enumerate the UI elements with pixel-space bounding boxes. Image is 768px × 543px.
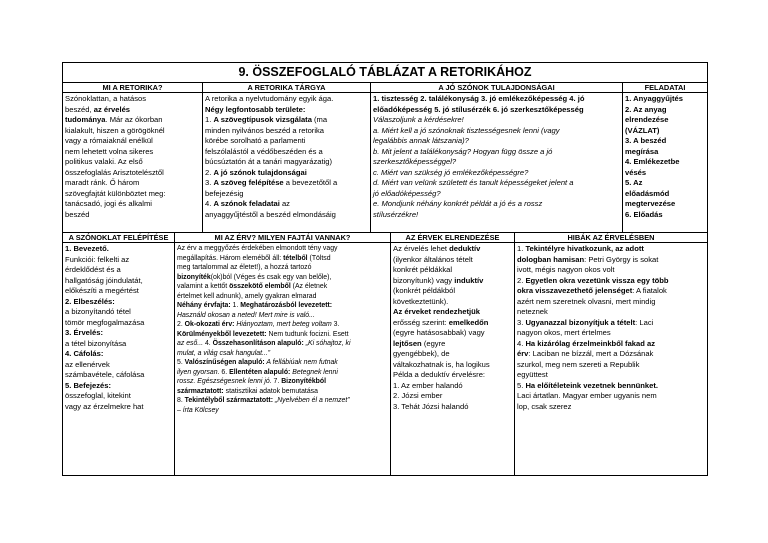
text-line (373, 199, 620, 210)
text-run: Hiányoztam, mert beteg voltam (234, 321, 332, 328)
text-line (65, 265, 172, 276)
text-run: emelkedőn (448, 317, 489, 327)
task-line: 5. Az (625, 178, 643, 187)
text-run: az ellenérvek (65, 359, 110, 369)
text-run: tanácsadó, jogi és alkalmi (65, 199, 152, 208)
header-argument-types: MI AZ ÉRV? MILYEN FAJTÁI VANNAK? (175, 233, 391, 243)
content-row-2 (63, 243, 707, 475)
text-run: d. Miért van velünk született és tanult képességeket jelent a (373, 178, 574, 187)
text-run: tömör megfogalmazása (65, 317, 145, 327)
task-line: elrendezése (625, 115, 669, 124)
text-run: a bizonyítandó tétel (65, 307, 131, 316)
text-line (205, 94, 368, 105)
header-row-1 (63, 83, 707, 93)
task-line: 4. Emlékezetbe (625, 157, 680, 166)
text-run: az érvelés (93, 104, 131, 114)
text-run: . Már az ókorban (105, 115, 163, 124)
text-line (65, 255, 172, 266)
text-line (393, 286, 512, 297)
text-line (65, 328, 172, 339)
text-run: e. Mondjunk néhány konkrét példát a jó és a rossz (373, 199, 543, 208)
text-line (177, 263, 388, 273)
text-line (393, 318, 512, 329)
text-run: a. Miért kell a jó szónoknak tisztességesnek lenni (vagy (373, 125, 560, 135)
text-line (65, 178, 200, 189)
text-run: váltakozhatnak is, ha logikus (393, 359, 490, 369)
text-line (65, 136, 200, 147)
task-line: előadásmód (625, 188, 670, 198)
text-line (517, 349, 705, 360)
text-line (517, 370, 705, 381)
text-run: meg tartalommal az életet!), a hozzá tartozó (177, 264, 312, 271)
text-line (65, 210, 200, 221)
text-run: Négy legfontosabb területe: (205, 104, 306, 114)
text-line (65, 189, 200, 200)
task-line: (VÁZLAT) (625, 125, 660, 135)
task-line: 3. A beszéd (625, 136, 667, 145)
text-run: Betegnek lenni (290, 368, 338, 376)
text-run: 1. Bevezető. (65, 244, 109, 253)
text-run: 4. Cáfolás: (65, 349, 104, 358)
task-line: megtervezése (625, 199, 676, 208)
header-row-2 (63, 233, 707, 243)
text-run: Válaszoljunk a kérdésekre! (373, 115, 464, 124)
text-run: Meghatározásból levezetett: (240, 302, 333, 309)
text-run: Tekintélyből származtatott: (184, 397, 273, 404)
text-run: gyengébbek), de (393, 349, 450, 358)
text-run: hallgatóság jóindulatát, (65, 275, 143, 285)
text-run: beszéd (65, 209, 90, 219)
text-run: deduktív (449, 244, 481, 253)
text-run: (Az életnek (290, 283, 328, 290)
text-line (373, 178, 620, 189)
text-run: 8. (177, 397, 185, 404)
text-run: Az érveket rendezhetjük (393, 307, 480, 316)
text-run: a tétel bizonyítása (65, 338, 127, 348)
text-line (393, 328, 512, 339)
text-line (177, 330, 388, 340)
text-run: érdeklődést és a (65, 265, 121, 274)
text-run: számbavétele, cáfolása (65, 370, 145, 379)
text-run: szövegfajtát különböztet meg: (65, 188, 166, 198)
text-run: A fellábiúak nem futnak (264, 359, 338, 366)
text-line (177, 349, 388, 359)
text-run: együttest (517, 370, 548, 379)
text-run: maradt ránk. Ő három (65, 178, 140, 187)
text-line (393, 244, 512, 255)
text-run: előkészíti a megértést (65, 286, 139, 295)
text-line (205, 157, 368, 168)
cell-good-speaker-qualities (371, 93, 623, 233)
text-run: 1. (230, 302, 241, 309)
text-run: „Ki sóhajtoz, ki (303, 340, 351, 347)
text-run: stílusérzékre! (373, 209, 419, 219)
text-line (393, 349, 512, 360)
text-run: vagy az érzelmekre hat (65, 401, 144, 411)
text-run: 4. (517, 338, 526, 348)
text-line (517, 276, 705, 287)
text-run: induktív (454, 275, 484, 285)
text-line (65, 157, 200, 168)
text-run: (ok)ból (Véges és csak egy van belőle), (210, 273, 332, 281)
text-line (517, 265, 705, 276)
text-line (65, 115, 200, 126)
text-run: tételből (283, 254, 308, 262)
text-line (517, 244, 705, 255)
text-run: statisztikai adatok bemutatása (223, 387, 318, 395)
text-run: 2. (177, 321, 185, 328)
text-run: érv (517, 349, 529, 358)
text-line (65, 318, 172, 329)
text-run: 3. (331, 321, 340, 328)
text-line (373, 147, 620, 158)
text-run: mulat, a világ csak hangulat...” (177, 349, 271, 357)
text-run: szurkol, meg nem szereti a Republik (517, 359, 640, 369)
task-line: vésés (625, 167, 647, 177)
text-run: b. Mit jelent a találékonyság? Hogyan függ össze a jó (373, 146, 553, 156)
text-line (177, 301, 388, 311)
text-run: Ha előítéleteink vezetnek bennünket. (525, 380, 658, 390)
text-line (177, 406, 388, 416)
text-line (517, 255, 705, 266)
text-run: 2. Józsi ember (393, 391, 443, 400)
text-run: az (279, 199, 290, 208)
text-line (65, 105, 200, 116)
text-line (65, 381, 172, 392)
text-line (65, 297, 172, 308)
cell-tasks (623, 93, 707, 233)
header-argument-errors: HIBÁK AZ ÉRVELÉSBEN (515, 233, 707, 243)
text-run: : Laciban ne bízzál, mert a Dózsának (528, 349, 654, 358)
text-run: nagyon okos, mert értelmes (517, 328, 611, 337)
text-line (177, 292, 388, 302)
text-line (373, 136, 620, 147)
text-run: (konkrét példákból (393, 286, 456, 295)
text-line (205, 168, 368, 179)
text-run: anyaggyűjtéstől a beszéd elmondásáig (205, 209, 336, 219)
text-run: (egyre (421, 338, 446, 348)
text-line (393, 265, 512, 276)
text-run: származtatott: (177, 387, 224, 395)
text-run: 2. (205, 167, 214, 177)
text-run: 4. (204, 340, 213, 347)
text-run: (ilyenkor általános tételt (393, 254, 473, 264)
text-run: 1. (517, 244, 526, 253)
text-line (65, 360, 172, 371)
text-run: Körülményekből levezetett: (177, 330, 267, 338)
text-run: Az érv a meggyőzés érdekében elmondott tény vagy (177, 245, 338, 252)
text-line (65, 370, 172, 381)
text-run: összekötő elemből (229, 283, 291, 290)
text-run: Ellentéten alapuló: (229, 368, 291, 376)
text-line (517, 297, 705, 308)
text-line (65, 199, 200, 210)
text-run: összefoglal, kitekint (65, 391, 131, 400)
cell-argument-order (391, 243, 515, 475)
text-line (393, 297, 512, 308)
text-run: – írta Kölcsey (177, 406, 219, 414)
text-line (517, 286, 705, 297)
text-run: 3. Érvelés: (65, 328, 103, 337)
text-line (517, 328, 705, 339)
text-line (393, 307, 512, 318)
text-line (205, 115, 368, 126)
text-line (177, 254, 388, 264)
text-run: Néhány érvfajta: (177, 302, 231, 309)
text-run: 5. (177, 359, 185, 366)
text-run: (Töltsd (307, 254, 331, 262)
text-run: 1. tisztesség 2. találékonyság 3. jó emlékezőképesség 4. jó (373, 94, 585, 103)
text-run: minden nyilvános beszéd a retorika (205, 125, 325, 135)
text-run: 5. Befejezés: (65, 380, 112, 390)
text-run: 1. Az ember halandó (393, 380, 463, 390)
text-run: Tekintélyre hivatkozunk, az adott (525, 244, 644, 253)
text-line (65, 339, 172, 350)
text-run: A jó szónok tulajdonságai (213, 167, 307, 177)
text-run: (ma (311, 115, 328, 124)
text-run: 4. (205, 199, 214, 208)
text-run: okra visszavezethető jelenséget (517, 286, 633, 295)
text-run: Ok-okozati érv: (184, 321, 235, 328)
text-run: Bizonyítékból (281, 378, 326, 385)
text-run: Használd okosan a neted! Mert mire is való... (177, 311, 315, 319)
cell-what-is-rhetoric (63, 93, 203, 233)
text-run: dologban hamisan (517, 254, 585, 264)
text-run: A szónok feladatai (213, 199, 280, 208)
text-run: nem lehetett volna sikeres (65, 146, 154, 156)
text-run: 3. (517, 317, 526, 327)
text-run: A szöveg felépítése (213, 178, 284, 187)
text-run: tudománya (65, 115, 106, 124)
text-run: Egyetlen okra vezetünk vissza egy több (525, 275, 669, 285)
text-line (65, 402, 172, 413)
text-run: bizonyítunk) vagy (393, 275, 455, 285)
text-run: Az érvelés lehet (393, 244, 450, 253)
text-run: : A fiatalok (632, 286, 667, 295)
text-line (393, 391, 512, 402)
text-line (65, 126, 200, 137)
text-run: politikus valaki. Az első (65, 157, 143, 166)
text-run: 2. (517, 275, 526, 285)
text-line (65, 307, 172, 318)
text-run: 5. (517, 380, 526, 390)
text-line (205, 136, 368, 147)
text-line (517, 318, 705, 329)
text-run: Ha kizárólag érzelmeinkből fakad az (525, 338, 656, 348)
text-line (65, 286, 172, 297)
text-run: befejezésig (205, 188, 244, 198)
text-run: ilyen gyorsan. (177, 368, 220, 376)
text-run: jó előadóképesség? (373, 188, 441, 198)
text-run: „Nyelvében él a nemzet” (273, 397, 350, 404)
text-run: lejtősen (393, 338, 422, 348)
text-run: kialakult, hiszen a görögöknél (65, 125, 165, 135)
text-line (205, 147, 368, 158)
text-line (517, 360, 705, 371)
text-line (65, 244, 172, 255)
text-line (177, 282, 388, 292)
text-line (205, 105, 368, 116)
text-line (205, 210, 368, 221)
text-line (517, 402, 705, 413)
text-run: Nem tudtunk focizni. Esett (266, 330, 349, 338)
text-line (517, 381, 705, 392)
text-line (177, 396, 388, 406)
text-run: Példa a deduktív érvelésre: (393, 370, 486, 379)
text-run: ivott, mégis nagyon okos volt (517, 265, 615, 274)
text-run: lop, csak szerez (517, 401, 572, 411)
text-run: Ugyanazzal bizonyítjuk a tételt (525, 317, 636, 327)
text-line (517, 307, 705, 318)
text-line (393, 360, 512, 371)
text-line (177, 368, 388, 378)
header-what-is-rhetoric: MI A RETORIKA? (63, 83, 203, 93)
text-line (65, 168, 200, 179)
text-run: 3. Tehát Józsi halandó (393, 401, 469, 411)
text-line (393, 276, 512, 287)
content-row-1 (63, 93, 707, 233)
text-line (373, 210, 620, 221)
text-line (373, 105, 620, 116)
text-run: bizonyíték (177, 273, 211, 281)
text-run: c. Miért van szükség jó emlékezőképességre? (373, 167, 529, 177)
text-run: valamint a kettőt (177, 283, 230, 290)
header-argument-order: AZ ÉRVEK ELRENDEZÉSE (391, 233, 515, 243)
text-line (65, 94, 200, 105)
text-line (177, 320, 388, 330)
text-line (517, 339, 705, 350)
text-run: A retorika a nyelvtudomány egyik ága. (205, 94, 334, 103)
cell-argument-errors (515, 243, 707, 475)
text-run: legalábbis annak látszania)? (373, 136, 469, 145)
cell-argument-types (175, 243, 391, 475)
text-run: felszólalástól a védőbeszéden és a (205, 146, 323, 156)
text-run: értelmet kell adnunk), amely gyakran elmarad (177, 292, 317, 300)
text-run: az eső... (177, 340, 205, 347)
text-line (393, 339, 512, 350)
text-line (393, 402, 512, 413)
summary-table (62, 62, 708, 476)
task-line: 6. Előadás (625, 209, 663, 219)
text-run: előadóképesség 5. jó stílusérzék 6. jó szerkesztőképesség (373, 104, 584, 114)
text-line (177, 339, 388, 349)
text-line (373, 168, 620, 179)
text-run: szerkesztőképességgel? (373, 157, 457, 166)
text-run: Funkciói: felkelti az (65, 254, 130, 264)
text-line (177, 244, 388, 254)
text-run: 6. (219, 368, 230, 376)
text-run: Összehasonlításon alapuló: (212, 340, 304, 347)
text-line (65, 147, 200, 158)
cell-speech-structure (63, 243, 175, 475)
text-line (373, 126, 620, 137)
text-line (393, 255, 512, 266)
header-subject-of-rhetoric: A RETORIKA TÁRGYA (203, 83, 371, 93)
text-run: A szövegtípusok vizsgálata (213, 115, 312, 124)
text-line (373, 189, 620, 200)
text-line (205, 199, 368, 210)
text-line (65, 349, 172, 360)
cell-subject-of-rhetoric (203, 93, 371, 233)
text-line (393, 370, 512, 381)
task-line: 1. Anyaggyűjtés (625, 94, 683, 103)
header-good-speaker-qualities: A JÓ SZÓNOK TULAJDONSÁGAI (371, 83, 623, 93)
text-line (177, 387, 388, 397)
text-run: körébe sorolható a parlamenti (205, 136, 306, 145)
header-speech-structure: A SZÓNOKLAT FELÉPÍTÉSE (63, 233, 175, 243)
text-run: a bevezetőtől a (283, 178, 338, 187)
text-run: 2. Elbeszélés: (65, 296, 115, 306)
task-line: megírása (625, 146, 659, 156)
text-run: neteznek (517, 307, 548, 316)
text-line (517, 391, 705, 402)
text-run: vagy a rómaiaknál enélkül (65, 136, 153, 145)
text-run: konkrét példákkal (393, 265, 453, 274)
header-tasks: FELADATAI (623, 83, 707, 93)
text-run: összefoglalás Arisztotelésztől (65, 167, 164, 177)
text-run: 3. (205, 178, 214, 187)
text-line (177, 377, 388, 387)
text-line (373, 157, 620, 168)
text-line (205, 126, 368, 137)
table-title: 9. ÖSSZEFOGLALÓ TÁBLÁZAT A RETORIKÁHOZ (63, 63, 707, 83)
text-line (65, 391, 172, 402)
text-line (205, 189, 368, 200)
text-line (373, 94, 620, 105)
text-line (177, 311, 388, 321)
text-run: azért nem szeretnek olvasni, mert mindig (517, 296, 656, 306)
text-line (177, 273, 388, 283)
text-run: Valószínűségen alapuló: (184, 359, 265, 366)
text-run: (egyre hatásosabbak) vagy (393, 328, 485, 337)
text-line (177, 358, 388, 368)
text-run: 7. (271, 378, 282, 385)
task-line: 2. Az anyag (625, 104, 667, 114)
text-run: : Petri György is sokat (584, 254, 659, 264)
text-run: 1. (205, 115, 214, 124)
text-line (373, 115, 620, 126)
text-run: beszéd, (65, 104, 94, 114)
text-line (65, 276, 172, 287)
text-run: : Laci (635, 317, 654, 327)
text-run: búcsúztatón át a tanári magyarázatig) (205, 157, 333, 166)
text-run: rossz. Egészségesnek lenni jó. (177, 378, 272, 385)
text-run: következtetünk). (393, 296, 449, 306)
text-run: megállapítás. Három eleméből áll: (177, 254, 284, 262)
text-line (205, 178, 368, 189)
text-line (393, 381, 512, 392)
text-run: erősség szerint: (393, 317, 449, 327)
text-run: Szónoklattan, a hatásos (65, 94, 147, 103)
text-run: Laci ártatlan. Magyar ember ugyanis nem (517, 391, 657, 400)
